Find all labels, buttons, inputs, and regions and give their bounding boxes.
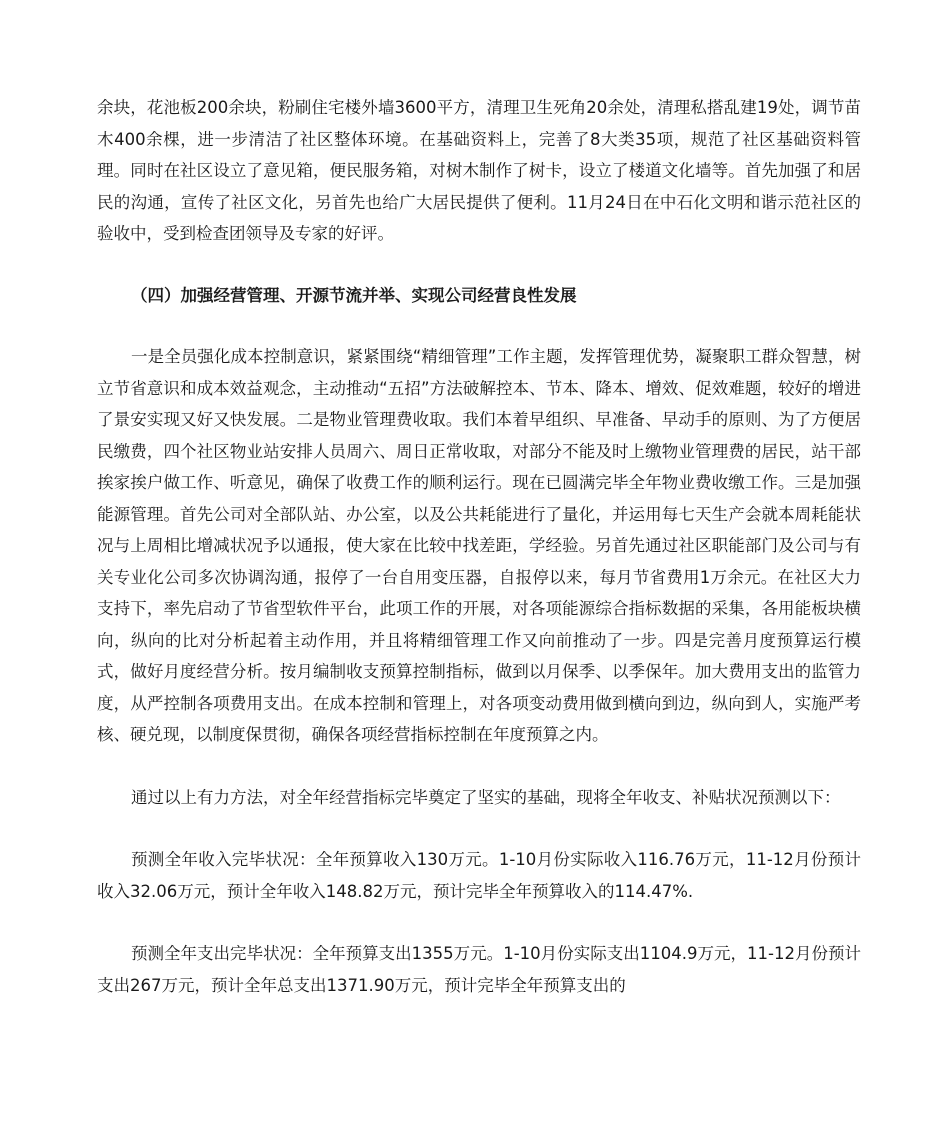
document-body (97, 92, 861, 1001)
paragraph-income-forecast: 预测全年收入完毕状况：全年预算收入130万元。1-10月份实际收入116.76万元，11-12月份预计收入32.06万元，预计全年收入148.82万元，预计完毕全年预算收入的114.47%. (97, 850, 861, 901)
paragraph-community-environment: 余块，花池板200余块，粉刷住宅楼外墙3600平方，清理卫生死角20余处，清理私搭乱建19处，调节苗木400余棵，进一步清洁了社区整体环境。在基础资料上，完善了8大类35项，规范了社区基础资料管理。同时在社区设立了意见箱，便民服务箱，对树木制作了树卡，设立了楼道文化墙等。首先加强了和居民的沟通，宣传了社区文化，另首先也给广大居民提供了便利。11月24日在中石化文明和谐示范社区的验收中，受到检查团领导及专家的好评。 (97, 98, 861, 243)
paragraph-cost-management: 一是全员强化成本控制意识，紧紧围绕“精细管理”工作主题，发挥管理优势，凝聚职工群众智慧，树立节省意识和成本效益观念，主动推动“五招”方法破解控本、节本、降本、增效、促效难题，较好的增进了景安实现又好又快发展。二是物业管理费收取。我们本着早组织、早准备、早动手的原则、为了方便居民缴费，四个社区物业站安排人员周六、周日正常收取，对部分不能及时上缴物业管理费的居民，站干部挨家挨户做工作、听意见，确保了收费工作的顺利运行。现在已圆满完毕全年物业费收缴工作。三是加强能源管理。首先公司对全部队站、办公室，以及公共耗能进行了量化，并运用每七天生产会就本周耗能状况与上周相比增减状况予以通报，使大家在比较中找差距，学经验。另首先通过社区职能部门及公司与有关专业化公司多次协调沟通，报停了一台自用变压器，自报停以来，每月节省费用1万余元。在社区大力支持下，率先启动了节省型软件平台，此项工作的开展，对各项能源综合指标数据的采集，各用能板块横向，纵向的比对分析起着主动作用，并且将精细管理工作又向前推动了一步。四是完善月度预算运行模式，做好月度经营分析。按月编制收支预算控制指标，做到以月保季、以季保年。加大费用支出的监管力度，从严控制各项费用支出。在成本控制和管理上，对各项变动费用做到横向到边，纵向到人，实施严考核、硬兑现，以制度保贯彻，确保各项经营指标控制在年度预算之内。 (97, 347, 861, 744)
paragraph-forecast-intro: 通过以上有力方法，对全年经营指标完毕奠定了坚实的基础，现将全年收支、补贴状况预测以下： (131, 787, 841, 807)
section-heading-4: （四）加强经营管理、开源节流并举、实现公司经营良性发展 (131, 285, 577, 305)
paragraph-expense-forecast: 预测全年支出完毕状况：全年预算支出1355万元。1-10月份实际支出1104.9万元，11-12月份预计支出267万元，预计全年总支出1371.90万元，预计完毕全年预算支出的 (97, 944, 861, 995)
